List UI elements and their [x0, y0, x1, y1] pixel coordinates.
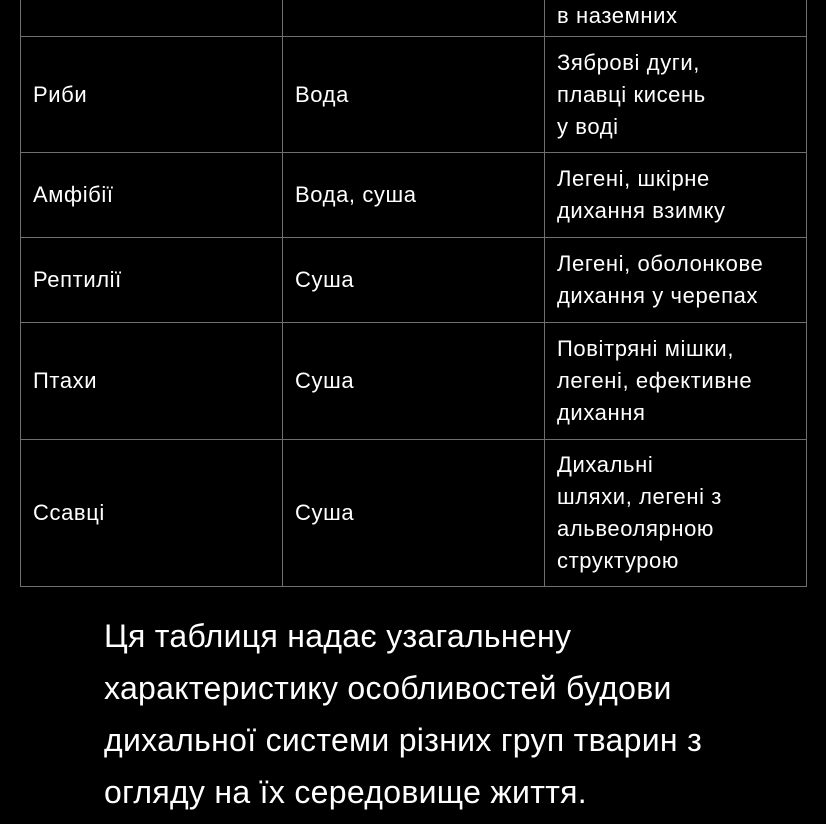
table-cell-group: Рептилії — [21, 238, 283, 323]
table-cell-features — [545, 323, 807, 440]
table-cell-features-line: у воді — [557, 113, 619, 139]
table-cell-habitat: Суша — [283, 238, 545, 323]
table-cell-features-line: структурою — [557, 548, 679, 573]
table-row-partial — [21, 0, 807, 37]
table-cell-features-line: Повітряні мішки, — [557, 336, 735, 361]
summary-line: Ця таблиця надає узагальнену — [104, 618, 572, 654]
table-cell-features-line: Дихальні — [557, 452, 654, 477]
table-row — [21, 440, 807, 587]
table-cell-features-line: дихання — [557, 400, 646, 425]
table-cell-features-line: альвеолярною — [557, 516, 715, 541]
table-row — [21, 238, 807, 323]
respiratory-table — [20, 0, 807, 587]
summary-paragraph — [104, 610, 804, 818]
table-cell-habitat: Вода — [283, 37, 545, 153]
table-cell-features-line: Зяброві дуги, — [557, 49, 701, 75]
table-cell-habitat: Вода, суша — [283, 153, 545, 238]
table-cell-group — [21, 0, 283, 37]
table-row — [21, 153, 807, 238]
table-cell-habitat: Суша — [283, 323, 545, 440]
table-cell-group: Риби — [21, 37, 283, 153]
table-cell-features-line: дихання у черепах — [557, 283, 759, 308]
table-cell-features-line: Легені, шкірне — [557, 166, 710, 191]
table-cell-group: Ссавці — [21, 440, 283, 587]
summary-line: дихальної системи різних груп тварин з — [104, 722, 703, 758]
table-cell-habitat — [283, 0, 545, 37]
respiratory-table-container — [20, 0, 806, 587]
table-cell-features-line: плавці кисень — [557, 81, 706, 107]
table-row — [21, 323, 807, 440]
table-cell-features — [545, 37, 807, 153]
table-cell-features-line: шляхи, легені з — [557, 484, 722, 509]
table-cell-features-line: дихання взимку — [557, 198, 726, 223]
summary-line: характеристику особливостей будови — [104, 670, 672, 706]
table-cell-features-line: Легені, оболонкове — [557, 251, 764, 276]
table-cell-group: Амфібії — [21, 153, 283, 238]
table-cell-features — [545, 440, 807, 587]
summary-line: огляду на їх середовище життя. — [104, 774, 587, 810]
table-cell-features-line: легені, ефективне — [557, 368, 753, 393]
table-cell-features-line: в наземних — [557, 3, 678, 28]
table-cell-features — [545, 153, 807, 238]
table-row — [21, 37, 807, 153]
table-cell-features — [545, 0, 807, 37]
table-cell-group: Птахи — [21, 323, 283, 440]
table-cell-features — [545, 238, 807, 323]
table-cell-habitat: Суша — [283, 440, 545, 587]
